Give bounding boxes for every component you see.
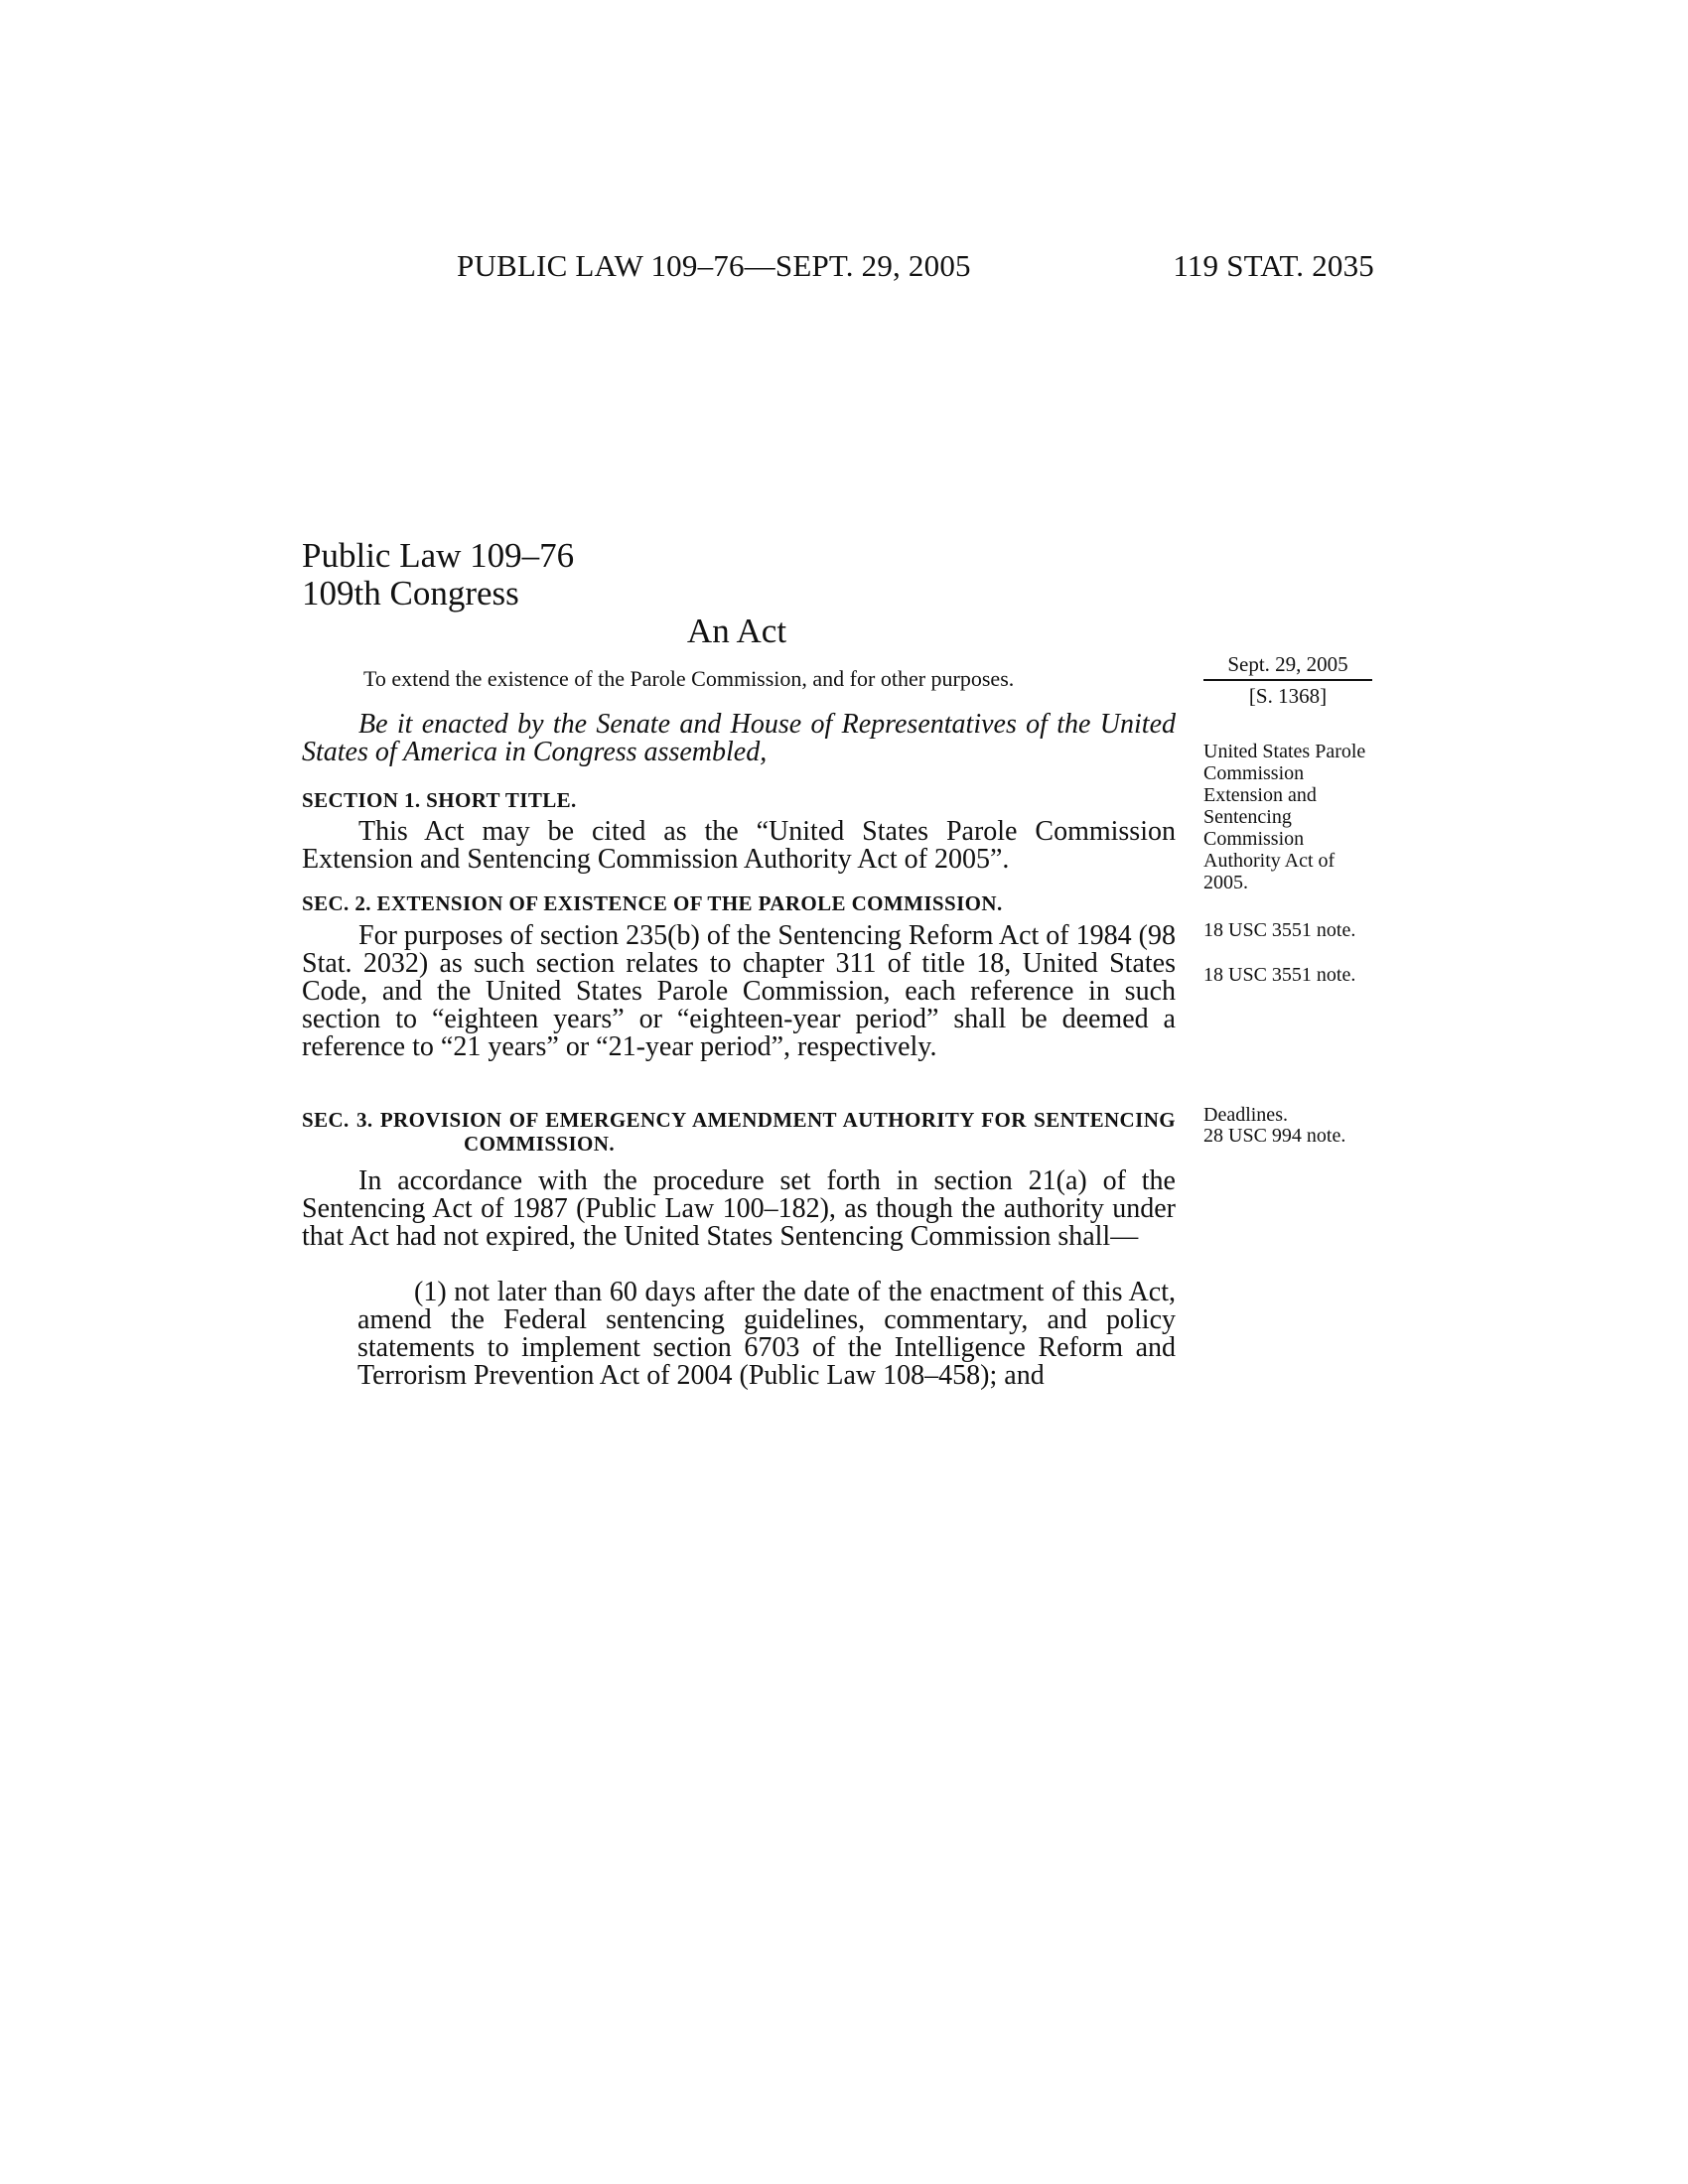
act-heading: An Act [686, 612, 787, 650]
running-head-page-citation: 119 STAT. 2035 [1173, 248, 1374, 283]
margin-note-deadlines: Deadlines. [1203, 1104, 1288, 1126]
section-1-text: This Act may be cited as the “United States Parole Commission Extension and Sentencing Commission Authority Act of 2005”. [302, 816, 1176, 875]
section-3-heading: SEC. 3. PROVISION OF EMERGENCY AMENDMENT AUTHORITY FOR SENTENCING COMMISSION. [302, 1108, 1176, 1156]
section-1-heading: SECTION 1. SHORT TITLE. [302, 788, 577, 812]
sidebar-bill-number: [S. 1368] [1248, 684, 1328, 708]
section-3-item-1: (1) not later than 60 days after the date of the enactment of this Act, amend the Federal sentencing guidelines, commentary, and policy statements to implement section 6703 of the Intelligence Reform and Terrorism Prevention Act of 2004 (Public Law 108–458); and [357, 1277, 1176, 1391]
sidebar-date-block [1203, 651, 1372, 711]
margin-note-usc-2: 18 USC 3551 note. [1203, 964, 1356, 986]
enacting-clause: Be it enacted by the Senate and House of Representatives of the United States of America in Congress assembled, [302, 709, 1176, 767]
section-2-text: For purposes of section 235(b) of the Sentencing Reform Act of 1984 (98 Stat. 2032) as such section relates to chapter 311 of title 18, United States Code, and the United States Parole Commission, each reference in such section to “eighteen years” or “eighteen-year period” shall be deemed a reference to “21 years” or “21-year period”, respectively. [302, 920, 1176, 1062]
margin-note-usc-1: 18 USC 3551 note. [1203, 919, 1356, 941]
sidebar-date: Sept. 29, 2005 [1203, 651, 1372, 681]
margin-note-short-title: United States Parole Commission Extension and Sentencing Commission Authority Act of 2005. [1203, 741, 1366, 893]
running-head-title: PUBLIC LAW 109–76—SEPT. 29, 2005 [457, 248, 971, 283]
purpose-clause: To extend the existence of the Parole Commission, and for other purposes. [363, 666, 1015, 691]
congress-label: 109th Congress [302, 574, 519, 613]
margin-note-usc-3: 28 USC 994 note. [1203, 1125, 1346, 1147]
section-3-text: In accordance with the procedure set forth in section 21(a) of the Sentencing Act of 1987 (Public Law 100–182), as though the authority under that Act had not expired, the United States Sentencing Commission shall— [302, 1165, 1176, 1252]
law-number: Public Law 109–76 [302, 536, 575, 575]
section-2-heading: SEC. 2. EXTENSION OF EXISTENCE OF THE PAROLE COMMISSION. [302, 891, 1003, 915]
